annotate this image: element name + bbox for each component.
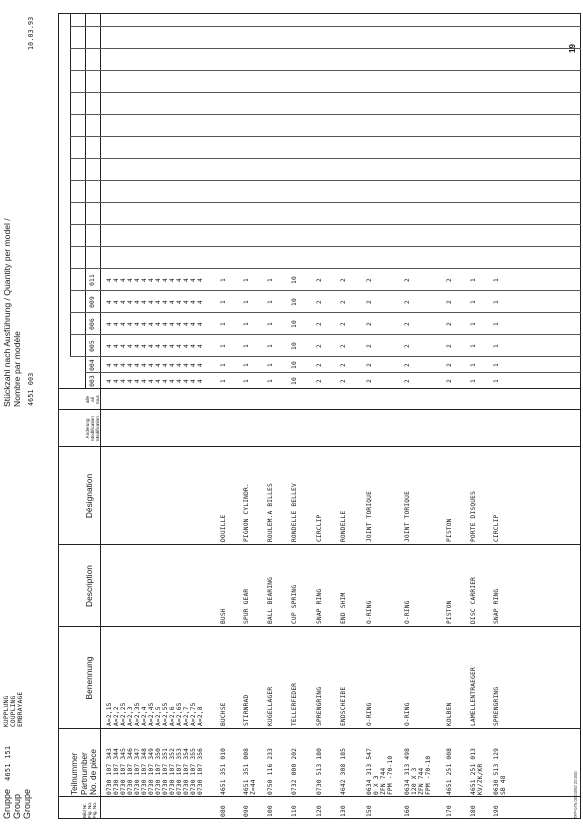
quantity-cell: 4 (134, 363, 141, 367)
quantity-cell: 2 (366, 322, 373, 326)
quantity-cell: 10 (291, 361, 298, 369)
quantity-cell: 1 (243, 379, 250, 383)
quantity-cell: 4 (162, 344, 169, 348)
benennung-text: BUCHSE (220, 702, 227, 726)
fig-number: 080 (220, 805, 227, 817)
quantity-cell: 4 (183, 300, 190, 304)
part-number: 0730 107 346 (127, 747, 134, 795)
quantity-cell: 2 (316, 278, 323, 282)
part-number: 4651 251 013 (470, 747, 477, 795)
quantity-cell: 1 (243, 344, 250, 348)
quantity-cell: 2 (340, 363, 347, 367)
quantity-cell: 4 (141, 278, 148, 282)
quantity-cell: 4 (134, 300, 141, 304)
quantity-cell: 2 (366, 363, 373, 367)
quantity-cell: 4 (120, 344, 127, 348)
quantity-cell: 4 (155, 363, 162, 367)
quantity-cell: 2 (340, 278, 347, 282)
group-label-fr: Groupe (22, 788, 32, 819)
quantity-cell: 2 (316, 300, 323, 304)
quantity-cell: 4 (183, 363, 190, 367)
part-subnote: SB 48 (500, 775, 507, 795)
group-number: 4651 151 (4, 745, 12, 781)
quantity-cell: 4 (169, 300, 176, 304)
part-number: 0750 116 233 (267, 747, 274, 795)
quantity-cell: 2 (446, 363, 453, 367)
part-number: 0730 107 349 (148, 747, 155, 795)
quantity-cell: 2 (366, 344, 373, 348)
part-number: 0730 107 344 (113, 747, 120, 795)
fig-number: 190 (493, 805, 500, 817)
part-number: 0630 513 129 (493, 747, 500, 795)
quantity-cell: 1 (470, 278, 477, 282)
quantity-cell: 4 (134, 322, 141, 326)
quantity-cell: 4 (148, 363, 155, 367)
quantity-cell: 4 (155, 322, 162, 326)
quantity-cell: 4 (176, 322, 183, 326)
col-header-all: alle all tous (85, 395, 100, 404)
description-text: O-RING (366, 600, 373, 624)
part-number: 4651 351 008 (243, 747, 250, 795)
variant-header-003: 003 (89, 375, 96, 387)
designation-text: CIRCLIP (316, 514, 323, 542)
quantity-cell: 4 (169, 363, 176, 367)
quantity-cell: 1 (243, 322, 250, 326)
quantity-cell: 10 (291, 276, 298, 284)
part-subnote: FPM -70-10 (425, 755, 432, 795)
fig-number: 130 (340, 805, 347, 817)
quantity-cell: 4 (183, 322, 190, 326)
quantity-cell: 2 (340, 300, 347, 304)
quantity-cell: 4 (197, 322, 204, 326)
quantity-cell: 1 (493, 344, 500, 348)
quantity-cell: 4 (197, 363, 204, 367)
col-header-benennung: Benennung (84, 656, 94, 700)
col-header-description: Description (84, 565, 94, 607)
quantity-cell: 4 (183, 379, 190, 383)
quantity-cell: 4 (162, 278, 169, 282)
col-header-fig-no: Bild Nr. Fig. No. Fig. No. (82, 801, 97, 818)
quantity-title-line1: Stückzahl nach Ausführung / Quantity per model / (2, 218, 12, 407)
designation-text: RONDELLE BELLEV (291, 483, 298, 542)
quantity-cell: 4 (176, 363, 183, 367)
quantity-cell: 4 (190, 379, 197, 383)
quantity-cell: 4 (148, 344, 155, 348)
quantity-cell: 4 (176, 300, 183, 304)
quantity-cell: 2 (316, 363, 323, 367)
quantity-cell: 2 (316, 379, 323, 383)
quantity-cell: 4 (162, 300, 169, 304)
quantity-cell: 4 (197, 300, 204, 304)
benennung-text: A=2,65 (176, 702, 183, 726)
variant-header-009: 009 (89, 296, 96, 308)
benennung-text: KOLBEN (446, 702, 453, 726)
designation-text: JOINT TORIQUE (404, 490, 411, 542)
quantity-cell: 1 (470, 300, 477, 304)
quantity-cell: 1 (220, 322, 227, 326)
description-text: SNAP RING (316, 588, 323, 624)
quantity-cell: 4 (190, 278, 197, 282)
quantity-cell: 4 (134, 344, 141, 348)
quantity-cell: 4 (169, 344, 176, 348)
quantity-cell: 4 (148, 300, 155, 304)
part-number: 4651 351 010 (220, 747, 227, 795)
quantity-cell: 1 (470, 344, 477, 348)
benennung-text: A=2,2 (113, 706, 120, 726)
quantity-cell: 10 (291, 320, 298, 328)
part-subnote: ZFN 744 (418, 767, 425, 795)
footer-code: ZFP-076.00 03/92 20.000 (573, 771, 578, 819)
quantity-cell: 2 (446, 300, 453, 304)
description-text: BALL BEARING (267, 576, 274, 624)
benennung-text: STIRNRAD (243, 694, 250, 726)
quantity-cell: 2 (404, 322, 411, 326)
quantity-cell: 1 (493, 363, 500, 367)
description-text: END SHIM (340, 592, 347, 624)
quantity-cell: 4 (141, 379, 148, 383)
fig-number: 090 (243, 805, 250, 817)
quantity-cell: 4 (127, 300, 134, 304)
description-text: CUP SPRING (291, 584, 298, 624)
quantity-cell: 4 (169, 278, 176, 282)
part-number: 0634 313 547 (366, 747, 373, 795)
part-number: 0730 107 354 (183, 747, 190, 795)
designation-text: PORTE DISQUES (470, 490, 477, 542)
quantity-cell: 1 (267, 300, 274, 304)
benennung-text: A=2,15 (106, 702, 113, 726)
description-text: PISTON (446, 600, 453, 624)
quantity-cell: 4 (127, 344, 134, 348)
designation-text: DOUILLE (220, 514, 227, 542)
quantity-cell: 4 (162, 379, 169, 383)
quantity-cell: 4 (155, 379, 162, 383)
quantity-cell: 4 (106, 379, 113, 383)
group-label-en: Group (12, 793, 22, 819)
quantity-cell: 4 (162, 363, 169, 367)
quantity-cell: 4 (120, 363, 127, 367)
quantity-cell: 4 (134, 379, 141, 383)
part-number: 0730 107 351 (162, 747, 169, 795)
quantity-cell: 10 (291, 298, 298, 306)
col-header-part-no: Teilnummer Partnumber No. de pièce (70, 749, 98, 795)
variant-header-011: 011 (89, 274, 96, 286)
benennung-text: ENDSCHEIBE (340, 686, 347, 726)
quantity-cell: 4 (120, 300, 127, 304)
description-text: O-RING (404, 600, 411, 624)
part-subnote: KV/ZK/KR (477, 763, 484, 795)
quantity-cell: 4 (183, 344, 190, 348)
part-number: 0730 107 355 (190, 747, 197, 795)
benennung-text: SPRENGRING (493, 686, 500, 726)
part-number: 0730 107 353 (176, 747, 183, 795)
quantity-cell: 10 (291, 377, 298, 385)
quantity-cell: 4 (127, 322, 134, 326)
designation-text: JOINT TORIQUE (366, 490, 373, 542)
quantity-cell: 1 (470, 379, 477, 383)
quantity-cell: 4 (113, 344, 120, 348)
designation-text: CIRCLIP (493, 514, 500, 542)
quantity-cell: 1 (493, 322, 500, 326)
benennung-text: A=2,3 (127, 706, 134, 726)
quantity-cell: 4 (113, 278, 120, 282)
quantity-cell: 4 (155, 278, 162, 282)
part-number: 0732 000 202 (291, 747, 298, 795)
benennung-text: A=2,4 (141, 706, 148, 726)
part-subnote: FPM -70-10 (387, 755, 394, 795)
quantity-cell: 1 (220, 363, 227, 367)
quantity-cell: 4 (141, 322, 148, 326)
quantity-cell: 1 (470, 322, 477, 326)
part-subnote: ZFN 744 (380, 767, 387, 795)
quantity-cell: 4 (120, 322, 127, 326)
quantity-cell: 2 (404, 278, 411, 282)
description-text: BUSH (220, 608, 227, 624)
quantity-cell: 4 (113, 322, 120, 326)
quantity-cell: 2 (316, 344, 323, 348)
quantity-cell: 4 (176, 379, 183, 383)
quantity-cell: 2 (404, 379, 411, 383)
part-number: 4642 308 185 (340, 747, 347, 795)
part-number: 0634 313 498 (404, 747, 411, 795)
quantity-cell: 1 (220, 379, 227, 383)
part-number: 0730 513 180 (316, 747, 323, 795)
quantity-cell: 2 (366, 379, 373, 383)
part-subnote: Z=44 (250, 779, 257, 795)
quantity-cell: 4 (148, 379, 155, 383)
quantity-cell: 2 (340, 344, 347, 348)
quantity-cell: 4 (120, 278, 127, 282)
quantity-cell: 4 (148, 322, 155, 326)
page-number: 19 (568, 44, 577, 53)
benennung-text: A=2,6 (169, 706, 176, 726)
quantity-title-line2: Nombre par modèle (12, 331, 22, 407)
part-number: 0730 107 343 (106, 747, 113, 795)
benennung-text: A=2,55 (162, 702, 169, 726)
part-number: 0730 107 350 (155, 747, 162, 795)
benennung-text: LAMELLENTRAEGER (470, 667, 477, 726)
quantity-cell: 4 (155, 300, 162, 304)
fig-number: 120 (316, 805, 323, 817)
quantity-cell: 4 (197, 344, 204, 348)
quantity-cell: 2 (404, 363, 411, 367)
quantity-cell: 4 (106, 363, 113, 367)
group-name-en: COUPLING (10, 695, 17, 727)
quantity-cell: 4 (127, 379, 134, 383)
quantity-cell: 4 (141, 344, 148, 348)
quantity-title (2, 218, 22, 407)
quantity-cell: 4 (120, 379, 127, 383)
fig-number: 100 (267, 805, 274, 817)
quantity-cell: 1 (267, 278, 274, 282)
quantity-cell: 2 (446, 344, 453, 348)
quantity-cell: 1 (470, 363, 477, 367)
designation-text: PIGNON CYLINDR. (243, 483, 250, 542)
quantity-cell: 1 (243, 278, 250, 282)
quantity-cell: 4 (176, 344, 183, 348)
quantity-cell: 1 (267, 379, 274, 383)
quantity-cell: 4 (155, 344, 162, 348)
benennung-text: SPRENGRING (316, 686, 323, 726)
quantity-cell: 4 (197, 278, 204, 282)
quantity-cell: 2 (446, 379, 453, 383)
quantity-cell: 2 (316, 322, 323, 326)
benennung-text: A=2,8 (197, 706, 204, 726)
fig-number: 160 (404, 805, 411, 817)
part-subnote: 120 X 3 (411, 767, 418, 795)
benennung-text: A=2,7 (183, 706, 190, 726)
quantity-cell: 4 (141, 300, 148, 304)
fig-number: 110 (291, 805, 298, 817)
part-number: 0730 107 348 (141, 747, 148, 795)
variant-header-005: 005 (89, 340, 96, 352)
part-number: 0730 107 347 (134, 747, 141, 795)
quantity-cell: 2 (446, 322, 453, 326)
quantity-cell: 1 (493, 379, 500, 383)
group-label-block (2, 789, 32, 819)
quantity-cell: 4 (162, 322, 169, 326)
quantity-cell: 4 (183, 278, 190, 282)
description-text: SNAP RING (493, 588, 500, 624)
print-date: 10.03.93 (27, 16, 35, 50)
group-names (3, 692, 24, 727)
quantity-cell: 1 (267, 344, 274, 348)
quantity-cell: 4 (106, 322, 113, 326)
quantity-cell: 4 (197, 379, 204, 383)
part-subnote: 0 X 3 (373, 775, 380, 795)
part-number: 4651 251 008 (446, 747, 453, 795)
model-number: 4651 003 (27, 372, 35, 406)
benennung-text: TELLERFEDER (291, 682, 298, 726)
variant-header-006: 006 (89, 318, 96, 330)
description-text: DISC CARRIER (470, 576, 477, 624)
quantity-cell: 2 (404, 344, 411, 348)
quantity-cell: 4 (106, 344, 113, 348)
quantity-cell: 4 (113, 379, 120, 383)
quantity-cell: 1 (267, 363, 274, 367)
fig-number: 170 (446, 805, 453, 817)
quantity-cell: 4 (176, 278, 183, 282)
quantity-cell: 2 (366, 300, 373, 304)
benennung-text: KUGELLAGER (267, 686, 274, 726)
fig-number: 150 (366, 805, 373, 817)
benennung-text: A=2,45 (148, 702, 155, 726)
quantity-cell: 4 (134, 278, 141, 282)
col-header-designation: Désignation (84, 473, 94, 519)
designation-text: RONDELLE (340, 510, 347, 542)
quantity-cell: 4 (190, 300, 197, 304)
quantity-cell: 1 (243, 300, 250, 304)
group-label-de: Gruppe (2, 788, 12, 819)
quantity-cell: 4 (106, 300, 113, 304)
quantity-cell: 2 (340, 322, 347, 326)
benennung-text: O-RING (404, 702, 411, 726)
part-number: 0730 107 356 (197, 747, 204, 795)
quantity-cell: 1 (220, 300, 227, 304)
benennung-text: A=2,35 (134, 702, 141, 726)
quantity-cell: 4 (169, 379, 176, 383)
quantity-cell: 2 (366, 278, 373, 282)
variant-header-004: 004 (89, 359, 96, 371)
quantity-cell: 4 (127, 278, 134, 282)
benennung-text: O-RING (366, 702, 373, 726)
col-header-modification: Änderung Modification Modification (85, 416, 100, 441)
quantity-cell: 1 (243, 363, 250, 367)
quantity-cell: 1 (220, 344, 227, 348)
quantity-cell: 2 (340, 379, 347, 383)
quantity-cell: 1 (220, 278, 227, 282)
part-number: 0730 107 345 (120, 747, 127, 795)
quantity-cell: 4 (113, 363, 120, 367)
quantity-cell: 4 (127, 363, 134, 367)
quantity-cell: 2 (446, 278, 453, 282)
designation-text: PISTON (446, 518, 453, 542)
benennung-text: A=2,5 (155, 706, 162, 726)
group-name-fr: EMBRAYAGE (17, 691, 24, 727)
quantity-cell: 1 (493, 278, 500, 282)
quantity-cell: 1 (493, 300, 500, 304)
quantity-cell: 4 (190, 363, 197, 367)
part-number: 0730 107 352 (169, 747, 176, 795)
benennung-text: A=2,25 (120, 702, 127, 726)
group-name-de: KUPPLUNG (3, 695, 10, 727)
designation-text: ROULEM.A BILLES (267, 483, 274, 542)
quantity-cell: 4 (169, 322, 176, 326)
quantity-cell: 10 (291, 342, 298, 350)
quantity-cell: 4 (141, 363, 148, 367)
quantity-cell: 4 (190, 344, 197, 348)
description-text: SPUR GEAR (243, 588, 250, 624)
quantity-cell: 4 (148, 278, 155, 282)
fig-number: 180 (470, 805, 477, 817)
quantity-cell: 4 (190, 322, 197, 326)
benennung-text: A=2,75 (190, 702, 197, 726)
quantity-cell: 4 (106, 278, 113, 282)
quantity-cell: 2 (404, 300, 411, 304)
quantity-cell: 1 (267, 322, 274, 326)
quantity-cell: 4 (113, 300, 120, 304)
